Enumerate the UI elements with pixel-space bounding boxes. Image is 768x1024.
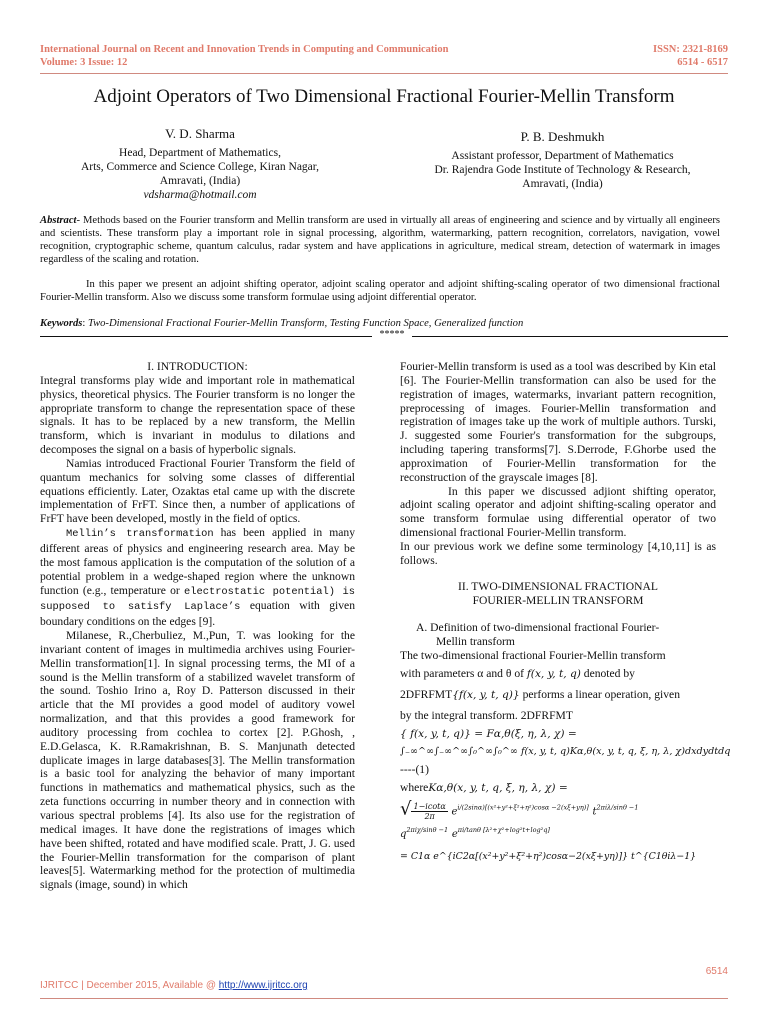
author-email: vdsharma@hotmail.com [143, 189, 257, 201]
exponent: 2πiλ/sinθ −1 [596, 803, 639, 812]
author-affiliation-line: Amravati, (India) [159, 175, 241, 187]
abstract-para2-text: In this paper we present an adjoint shifting operator, adjoint scaling operator and adjoint shifting-scaling operator of two dimensional fractional Fourier-Mellin transform. Also we discuss some transform formulae using adjoint differential operator. [40, 279, 720, 303]
kernel-formula-line-2: $q^{2\pi i\chi/sin\theta -1}$ $e^{\pi i/tan\theta [\lambda^2+\chi^2+log^2t+log^2q]}$ [400, 825, 550, 840]
text-run: performs a linear operation, given [519, 687, 680, 701]
issn: ISSN: 2321-8169 [653, 44, 728, 55]
equation-line: { f(x, y, t, q)} = Fα,θ(ξ, η, λ, χ) = [400, 728, 577, 741]
paragraph: In this paper we discussed adjiont shifting operator, adjoint scaling operator and adjoint shifting-scaling operator and some transform formulae using differential operator of two dimensional fractional Fourier-Mellin transform. [400, 484, 716, 540]
paragraph: In our previous work we define some terminology [4,10,11] is as follows. [400, 539, 716, 567]
abstract-paragraph-2 [40, 278, 720, 304]
page-number: 6514 [705, 966, 728, 977]
paragraph: Integral transforms play wide and important role in mathematical physics, theoretical physics. The Fourier transform is no longer the appropriate transform to change the representation space of these signals. It has to be replaced by a new transform, the Mellin transform, which is invariant in modulus to dilations and decomposes the signal on a basis of hyperbolic signals. [40, 373, 355, 457]
text-run: with parameters α and θ of [400, 666, 527, 680]
author-block-2 [390, 130, 735, 191]
exponent: πi/tanθ [λ²+χ²+log²t+log²q] [457, 825, 550, 834]
footer-rule [40, 998, 728, 999]
right-column [400, 360, 731, 863]
exponent: 2πiχ/sinθ −1 [406, 825, 449, 834]
author-affiliation-line: Amravati, (India) [522, 178, 603, 190]
keywords-text: Two-Dimensional Fractional Fourier-Mellin Transform, Testing Function Space, Generalized function [87, 318, 524, 329]
keywords-separator-rule-left [40, 336, 372, 337]
abstract [40, 214, 720, 266]
fraction-denominator: 2π [424, 811, 435, 821]
author-affiliation-line: Dr. Rajendra Gode Institute of Technology & Research, [434, 164, 691, 176]
abstract-label: Abstract [40, 215, 77, 226]
text-run: has been applied in many different areas of physics and engineering research area. May be the most famous application is the computation of the solution of a potential problem in a wedge-shaped region where the unknown function (e.g., temperature or [40, 526, 355, 597]
header-rule [40, 73, 728, 74]
mono-text: Mellin’s transformation [66, 528, 214, 541]
kernel-formula-line-1: √ $\frac{1-icot\alpha}{2\pi}$ $e^{i/(2sin\alpha)[(x^2+y^2+\xi^2+\eta^2)cos\alpha -2(x\xi+y\eta)]}$ $t^{2\pi i\lambda/sin\theta -1}$ [400, 798, 639, 821]
author-block-1 [40, 127, 360, 202]
footer-citation [40, 980, 308, 991]
keywords-label: Keywords [40, 318, 83, 329]
subsection-heading-line-1: A. Definition of two-dimensional fractional Fourier- [416, 621, 660, 635]
paragraph: Namias introduced Fractional Fourier Transform the field of quantum mechanics for solving some classes of differential equations efficiently. Later, Ozaktas etal came up with the discrete implementation of FrFT. Since then, a number of applications of FrFT have been developed, mostly in the field of optics. [40, 456, 355, 526]
definition-line: by the integral transform. 2DFRFMT [400, 708, 573, 722]
section-heading-2-line-2: FOURIER-MELLIN TRANSFORM [472, 593, 644, 607]
equation-number: ----(1) [400, 763, 429, 777]
subsection-heading-line-2: Mellin transform [436, 635, 515, 649]
author-name: P. B. Deshmukh [520, 129, 605, 144]
footer-text: IJRITCC | December 2015, Available @ [40, 980, 219, 991]
fraction-numerator: 1−icotα [413, 801, 446, 811]
paper-title: Adjoint Operators of Two Dimensional Fractional Fourier-Mellin Transform [93, 86, 675, 107]
author-affiliation-line: Arts, Commerce and Science College, Kiran Nagar, [80, 161, 320, 173]
definition-line [400, 688, 716, 703]
mono-text: electrostatic potential) is supposed to satisfy Laplace’s [40, 585, 356, 614]
text-run: equation with given boundary conditions on the edges [9]. [40, 599, 355, 629]
text-run: where [400, 780, 429, 794]
definition-line [400, 667, 716, 682]
keywords-separator-rule-right [412, 336, 728, 337]
paragraph [40, 526, 355, 629]
exponent: i/(2sinα)[(x²+y²+ξ²+η²)cosα −2(xξ+yη)] [457, 803, 589, 812]
equation-line: = C1α e^{iC2α[(x²+y²+ξ²+η²)cosα−2(xξ+yη)]} t^{C1θiλ−1} [400, 850, 697, 862]
text-run: 2DFRFMT [400, 687, 453, 701]
math-inline: Kα,θ(x, y, t, q, ξ, η, λ, χ) = [428, 781, 568, 794]
journal-title: International Journal on Recent and Innovation Trends in Computing and Communication [40, 44, 449, 55]
kernel-definition [400, 781, 716, 796]
paragraph: Fourier-Mellin transform is used as a tool was described by Kin etal [6]. The Fourier-Mellin transformation can also be used for the registration of images, watermarks, invariant pattern recognition, preprocessing of images. Fourier-Mellin transformation and registration of images take up the work of multiple authors. Turski, J. suggested some Fourier's transformation for the subgroups, including tapering transforms[7]. S.Derrode, F.Ghorbe used the approximation of Fourier-Mellin transformation for the reconstruction of the grayscale images [8]. [400, 360, 716, 484]
section-heading-introduction: I. INTRODUCTION: [147, 360, 248, 373]
author-name: V. D. Sharma [165, 126, 235, 141]
left-column [40, 360, 355, 892]
abstract-text: - Methods based on the Fourier transform and Mellin transform are used in virtually all areas of engineering and science and by virtually all engineers and scientists. These transform play a important role in signal processing, algorithm, watermarking, pattern recognition, correlators, navigation, vowel recognition, cryptographic scheme, quantum calculus, radar system and have applications in agriculture, medical stream, detection of watermark in images regardless of the scaling and rotation. [40, 215, 720, 265]
text-run: denoted by [580, 666, 635, 680]
section-heading-2-line-1: II. TWO-DIMENSIONAL FRACTIONAL [458, 579, 658, 593]
keywords: Keywords: Two-Dimensional Fractional Fourier-Mellin Transform, Testing Function Space, Generalized function [40, 318, 524, 329]
paragraph: Milanese, R.,Cherbuliez, M.,Pun, T. was looking for the invariant content of images in multimedia archives using Fourier-Mellin transformation[1]. In signal processing terms, the MI of a sound is the Mellin transform of a stabilized wavelet transform of the sound. Toshio Irino a, Roy D. Patterson discussed in their article that the MI provides a good model of auditory vowel normalization, and that this provides a good framework for auditory processing from cochlea to cortex [2]. P.Ghosh, , E.D.Gelasca, K. R.Ramakrishnan, B. S. Manjunath detected duplicate images in large databases[3]. The Mellin transformation is a basic tool for analyzing the behavior of many important functions in mathematics and mathematical physics, such as the zeta functions occurring in number theory and in connection with various spectral problems [4]. Its also use for the registration of medical images. It have done the registrations of images which have been shifted, rotated and have modified scale. Pratt, J. G. used the Fourier-Mellin transformation for the comparison of plant leaves[5]. Watermarking method for the protection of multimedia signals (image, sound) in which [40, 629, 355, 892]
separator-stars: ***** [379, 329, 405, 340]
math-inline: f(x, y, t, q) [526, 667, 581, 680]
exp-body: (x²+y²+ξ²+η²)cosα −2(xξ+yη) [487, 803, 587, 812]
author-affiliation-line: Head, Department of Mathematics, [119, 147, 281, 159]
definition-line: The two-dimensional fractional Fourier-Mellin transform [400, 649, 666, 663]
sqrt-fraction [411, 802, 447, 821]
author-affiliation-line: Assistant professor, Department of Mathematics [451, 150, 674, 162]
page-range: 6514 - 6517 [677, 57, 728, 68]
volume-issue: Volume: 3 Issue: 12 [40, 57, 128, 68]
equation-line: ∫₋∞^∞∫₋∞^∞∫₀^∞∫₀^∞ f(x, y, t, q)Kα,θ(x, y, t, q, ξ, η, λ, χ)dxdydtdq [400, 746, 731, 758]
journal-website-link[interactable]: http://www.ijritcc.org [218, 980, 308, 991]
math-inline: {f(x, y, t, q)} [452, 688, 520, 701]
exp-prefix: i/(2sinα) [457, 803, 485, 812]
